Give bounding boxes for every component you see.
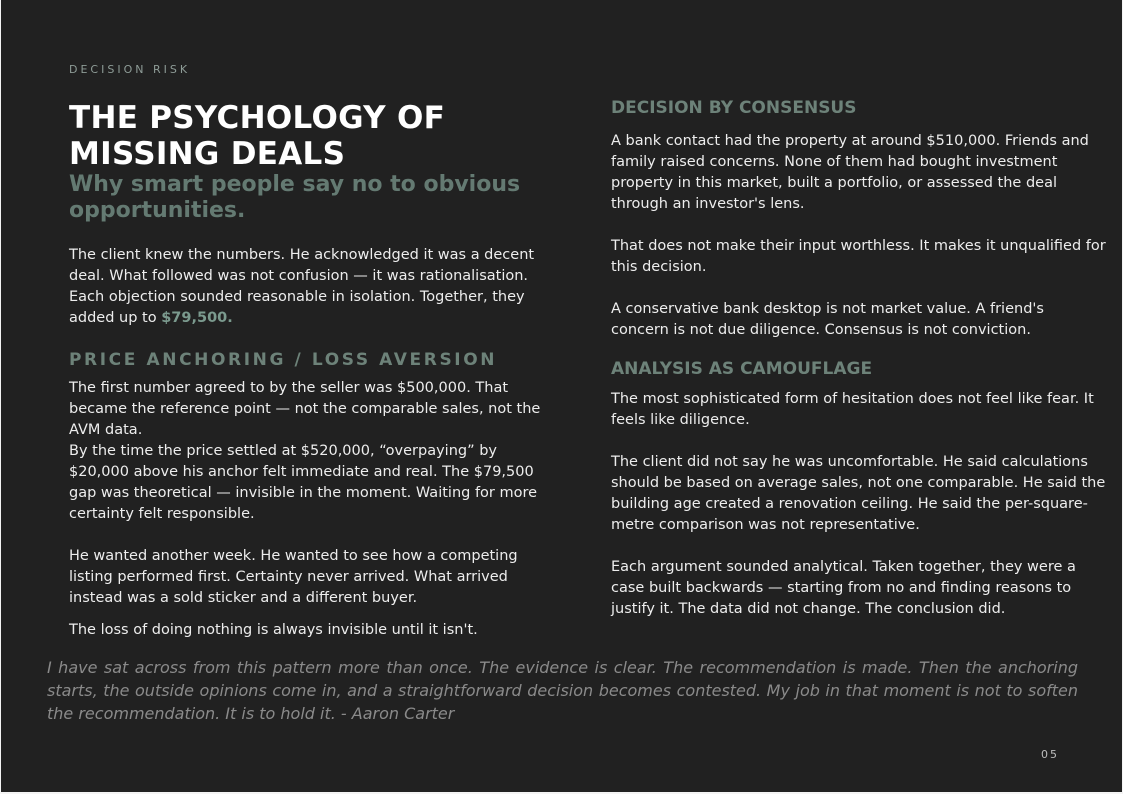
consensus-paragraph-3: A conservative bank desktop is not market value. A friend's concern is not due diligence. Consensus is not conviction. (611, 301, 1044, 338)
intro-highlight: $79,500. (161, 310, 233, 326)
consensus-paragraph-1: A bank contact had the property at around $510,000. Friends and family raised concerns. None of them had bought investment property in this market, built a portfolio, or assessed the deal through an investor's lens. (611, 133, 1089, 212)
page-subtitle: Why smart people say no to obvious opportunities. (69, 172, 521, 223)
anchoring-paragraph-4: The loss of doing nothing is always invisible until it isn't. (69, 622, 478, 638)
section-heading-consensus: DECISION BY CONSENSUS (611, 98, 857, 118)
anchoring-paragraph-1: The first number agreed to by the seller was $500,000. That became the reference point — not the comparable sales, not the AVM data. (69, 380, 541, 438)
eyebrow-label: DECISION RISK (69, 63, 191, 76)
anchoring-paragraph-3: He wanted another week. He wanted to see how a competing listing performed first. Certainty never arrived. What arrived instead was a sold sticker and a different buyer. (69, 548, 518, 606)
consensus-paragraph-2: That does not make their input worthless. It makes it unqualified for this decision. (611, 238, 1106, 275)
page (1, 0, 1122, 792)
analysis-paragraph-1: The most sophisticated form of hesitation does not feel like fear. It feels like diligence. (611, 391, 1094, 428)
analysis-paragraph-3: Each argument sounded analytical. Taken together, they were a case built backwards — starting from no and finding reasons to justify it. The data did not change. The conclusion did. (611, 559, 1076, 617)
analysis-paragraph-2: The client did not say he was uncomfortable. He said calculations should be based on average sales, not one comparable. He said the building age created a renovation ceiling. He said the per-square-metre comparison was not representative. (611, 454, 1106, 533)
section-heading-analysis: ANALYSIS AS CAMOUFLAGE (611, 359, 873, 379)
intro-paragraph (69, 245, 555, 329)
section-heading-anchoring: PRICE ANCHORING / LOSS AVERSION (69, 350, 498, 370)
page-number: 05 (1041, 748, 1059, 761)
page-title: THE PSYCHOLOGY OF MISSING DEALS (69, 100, 446, 172)
anchoring-paragraph-2: By the time the price settled at $520,000, “overpaying” by $20,000 above his anchor felt immediate and real. The $79,500 gap was theoretical — invisible in the moment. Waiting for more certainty felt responsible. (69, 443, 538, 522)
intro-text: The client knew the numbers. He acknowledged it was a decent deal. What followed was not confusion — it was rationalisation. Each objection sounded reasonable in isolation. Together, they added up to (69, 247, 535, 326)
pull-quote: I have sat across from this pattern more than once. The evidence is clear. The recommendation is made. Then the anchoring starts, the outside opinions come in, and a straightforward decision becomes contested. My job in that moment is not to soften the recommendation. It is to hold it. - Aaron Carter (47, 658, 1078, 723)
